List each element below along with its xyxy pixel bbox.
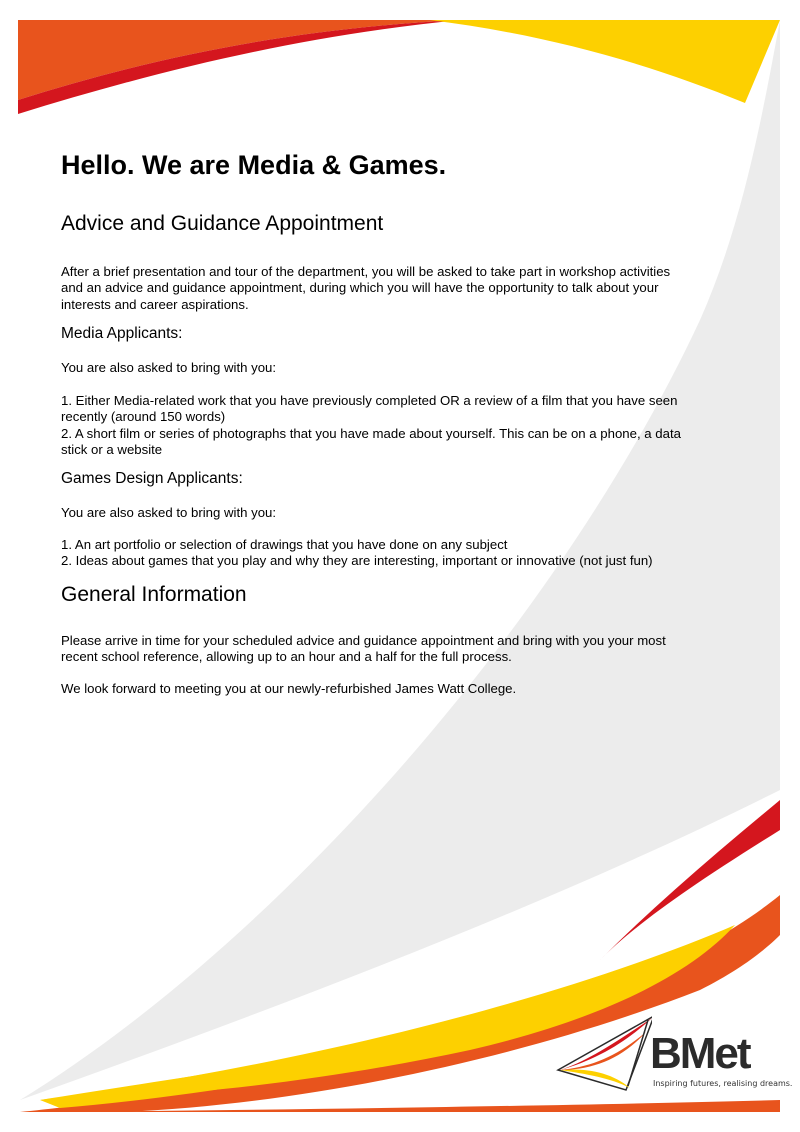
logo-wordmark: BMet <box>650 1029 750 1078</box>
general-para-1 <box>61 633 721 666</box>
media-items <box>61 393 721 458</box>
general-para-2: We look forward to meeting you at our newly-refurbished James Watt College. <box>61 681 517 696</box>
list-item: 1. Either Media-related work that you have previously completed OR a review of a film that you have seen <box>61 393 678 408</box>
games-items <box>61 537 721 570</box>
list-item: stick or a website <box>61 441 163 457</box>
list-item: 2. A short film or series of photographs that you have made about yourself. This can be on a phone, a data <box>61 425 681 441</box>
page-title: Hello. We are Media & Games. <box>61 150 447 180</box>
list-item: recently (around 150 words) <box>61 409 226 425</box>
games-heading: Games Design Applicants: <box>61 470 243 487</box>
list-item: 1. An art portfolio or selection of drawings that you have done on any subject <box>61 537 508 552</box>
advice-heading: Advice and Guidance Appointment <box>61 212 384 235</box>
logo-mark-icon <box>556 1012 652 1094</box>
media-heading: Media Applicants: <box>61 325 183 342</box>
top-yellow-swoosh <box>430 20 780 103</box>
bmet-logo <box>556 1012 793 1094</box>
text-line: Please arrive in time for your scheduled advice and guidance appointment and bring with you your most <box>61 633 666 648</box>
text-line: After a brief presentation and tour of the department, you will be asked to take part in workshop activities <box>61 264 671 279</box>
general-heading: General Information <box>61 583 247 606</box>
advice-intro <box>61 264 721 313</box>
text-line: and an advice and guidance appointment, during which you will have the opportunity to talk about your <box>61 280 659 296</box>
media-bring: You are also asked to bring with you: <box>61 360 277 375</box>
list-item: 2. Ideas about games that you play and why they are interesting, important or innovative (not just fun) <box>61 553 653 569</box>
text-line: interests and career aspirations. <box>61 296 249 312</box>
text-line: recent school reference, allowing up to an hour and a half for the full process. <box>61 649 512 665</box>
logo-tagline: Inspiring futures, realising dreams. <box>653 1079 793 1088</box>
games-bring: You are also asked to bring with you: <box>61 505 277 520</box>
